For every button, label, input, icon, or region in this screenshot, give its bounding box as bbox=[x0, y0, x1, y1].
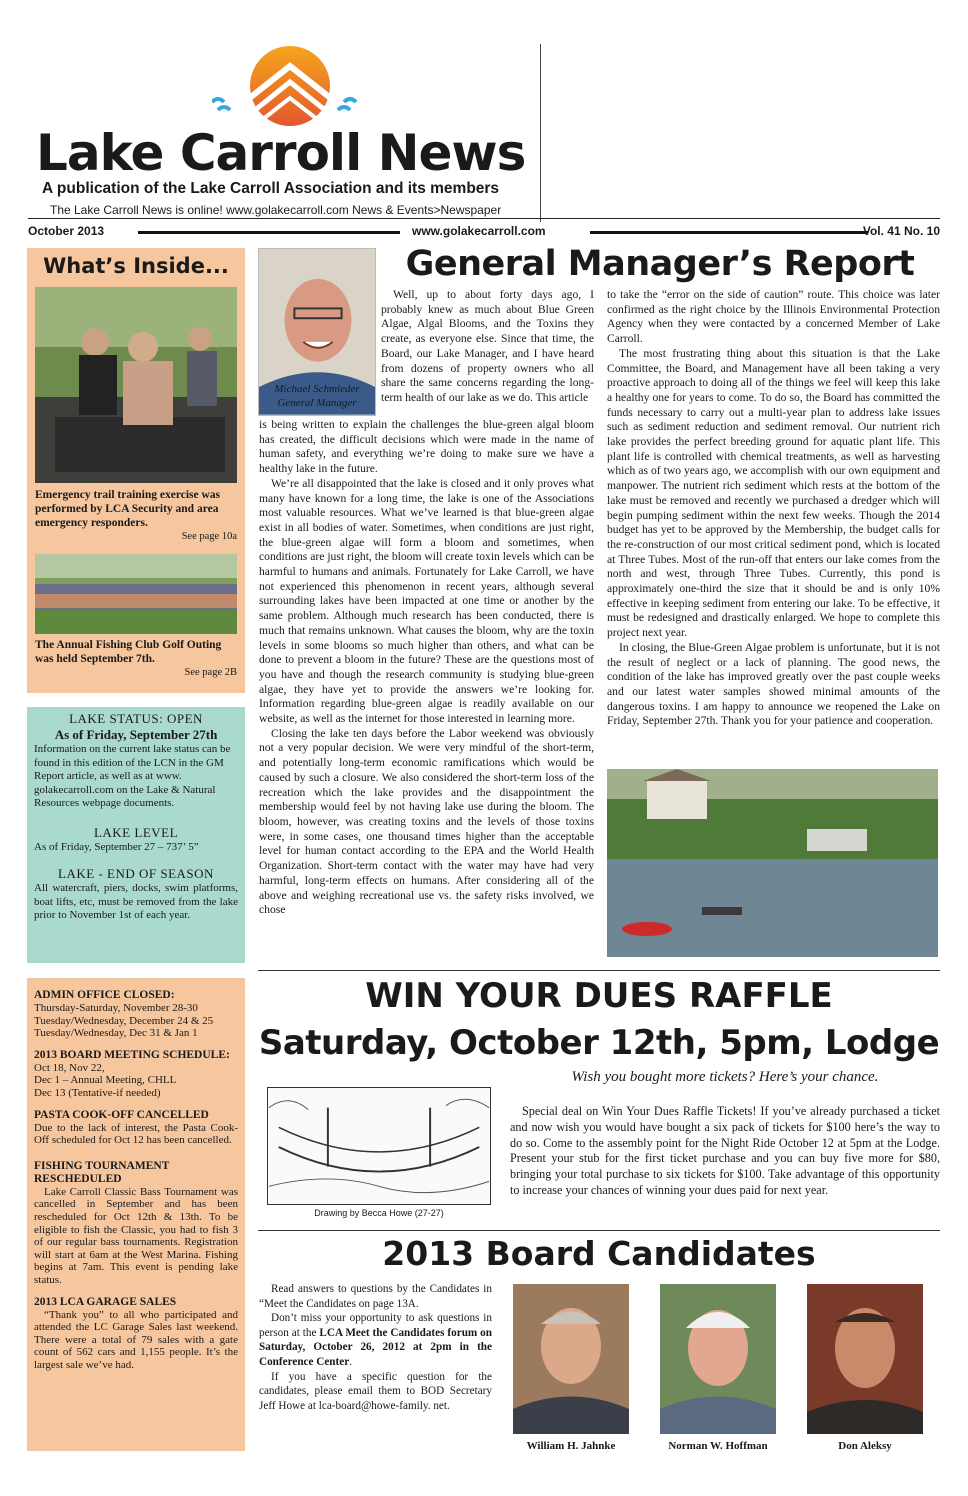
gm-paragraph: to take the “error on the side of caution” route. This choice was later confirmed as the right choice by the Illinois Environmental Protection Agency when they were contacted by a concerned Member of Lake Carroll. bbox=[607, 288, 940, 346]
gm-report-column bbox=[259, 418, 594, 918]
bridge-drawing bbox=[267, 1087, 491, 1205]
lake-carroll-logo bbox=[212, 44, 362, 130]
website-link[interactable]: www.golakecarroll.com bbox=[412, 224, 546, 238]
lake-status-heading: LAKE STATUS: OPEN bbox=[69, 711, 203, 726]
newspaper-title: Lake Carroll News bbox=[36, 124, 526, 182]
photo-caption: Emergency trail training exercise was performed by LCA Security and area emergency responders. bbox=[35, 489, 221, 529]
lake-boating-photo bbox=[607, 769, 938, 957]
board-candidates-headline: 2013 Board Candidates bbox=[382, 1234, 816, 1273]
section-rule bbox=[258, 970, 940, 971]
gm-paragraph: We’re all disappointed that the lake is closed and it only proves what many have known for a long time, the lake is one of the Associations most valuable resources. What we’ve learned is that blue-green algae exist in all bodies of water. Sometimes, when conditions are just right, the blue-green algae will form a bloom and sometimes, when conditions are just right, the bloom will create toxin levels which can be harmful to humans and animals. Fortunately for Lake Carroll, we have not experienced this phenomenon in recent years, although several surrounding lakes have been impacted at one time or another by the same problem. Although much research has been conducted, there is much that remains unknown. What causes the bloom, why are the toxin levels in some blooms so much higher than others, and what can be done to prevent a bloom in the future? These are the questions most of you have and though the research community is studying blue-green algae, they have yet to provide the answers we’re looking for. Information regarding blue-green algae is readily available on our website, as well as the internet for those interested in learning more. bbox=[259, 476, 594, 726]
gm-name: Michael Schmieder bbox=[274, 383, 360, 395]
golf-outing-photo bbox=[35, 554, 237, 634]
board-meeting-line: Dec 13 (Tentative-if needed) bbox=[34, 1086, 161, 1099]
candidate-photo bbox=[660, 1284, 776, 1434]
newspaper-subtitle: A publication of the Lake Carroll Association and its members bbox=[42, 180, 500, 197]
garage-sales-heading: 2013 LCA GARAGE SALES bbox=[34, 1295, 177, 1308]
candidate-name: Don Aleksy bbox=[838, 1440, 892, 1452]
lake-level-heading: LAKE LEVEL bbox=[93, 824, 179, 840]
pasta-text: Due to the lack of interest, the Pasta Cook-Off scheduled for Oct 12 has been cancelled. bbox=[34, 1121, 238, 1147]
candidate-name: Norman W. Hoffman bbox=[668, 1440, 768, 1452]
section-rule bbox=[258, 1230, 940, 1231]
dateline-bar bbox=[590, 231, 868, 234]
admin-closed-line: Thursday-Saturday, November 28-30 bbox=[34, 1002, 198, 1014]
gm-paragraph: The most frustrating thing about this situation is that the Lake Committee, the Board, and Management have all been taking a very proactive approach to doing all of the things we feel will keep this lake a healthy one for years to come. To do so, the Board has committed the funds necessary to carry out a multi-year plan to address lake issues such as sediment reduction and sediment removal. Our nutrient rich lake provides the perfect breeding ground for aquatic plant life. This plant life is controlled with chemical treatments, as well as harvesting which as of two years ago, we accomplish with our own equipment and manpower. The nutrient rich sediment which rests at the bottom of the lake must be removed and recently we purchased a dredger which will begin pumping sediment within the next few weeks. Though the 2014 budget has yet to be approved by the Membership, the budget calls for the re-construction of our most critical sediment pond, which is located at Three Tubes. Most of the run-off that enters our lake comes from the north and west, through Three Tubes. Currently, this pond is approximately one-third the size that it should be and is only 10% effective in keeping sediment from entering our lake. To be effective, it must be redesigned and drastically enlarged. We hope to complete this project next year. bbox=[607, 346, 940, 640]
pasta-heading: PASTA COOK-OFF CANCELLED bbox=[34, 1108, 209, 1121]
board-candidates-text bbox=[259, 1282, 492, 1413]
gm-paragraph: Well, up to about forty days ago, I probably knew as much about Blue Green Algae, Algal Blooms, and the Toxins they create, as everyone else. Since that time, the Board, our Lake Manager, and I have heard from dozens of property owners who all share the same concerns regarding the long-term health of our lake as we do. This article bbox=[381, 288, 594, 404]
gm-report-column bbox=[607, 288, 940, 729]
gm-paragraph: In closing, the Blue-Green Algae problem is unfortunate, but it is not the result of neglect or a lack of planning. The good news, the condition of the lake has improved greatly over the past couple weeks and our latest water samples showed minimal amounts of the dangerous toxins. I am happy to announce we reopened the Lake on Friday, September 27th. Thank you for your patience and cooperation. bbox=[607, 640, 940, 728]
masthead-rule bbox=[28, 218, 940, 219]
gm-report-column bbox=[381, 288, 594, 406]
end-of-season-heading: LAKE - END OF SEASON bbox=[58, 866, 214, 881]
admin-closed-line: Tuesday/Wednesday, Dec 31 & Jan 1 bbox=[34, 1027, 198, 1040]
masthead-divider bbox=[540, 44, 541, 222]
board-paragraph-text: Don’t miss your opportunity to ask questions in person at the bbox=[259, 1312, 492, 1339]
end-of-season-text: All watercraft, piers, docks, swim platforms, boat lifts, etc, must be removed from the lake prior to November 1st of each year. bbox=[34, 882, 238, 921]
fishing-text: Lake Carroll Classic Bass Tournament was cancelled in September and has been rescheduled for Oct 12th & 13th. To be eligible to fish the Classic, you had to fish 3 of our regular bass tournaments. Registration will start at 6am at the West Marina. Fishing begins at 7am. This event is pending lake status. bbox=[34, 1185, 238, 1286]
whats-inside-title: What’s Inside... bbox=[43, 254, 229, 278]
lake-status-text: Information on the current lake status can be found in this edition of the LCN in the GM Report article, as well as at www. golakecarroll.com on the Lake & Natural Resources webpage documents. bbox=[34, 743, 231, 809]
volume-number: Vol. 41 No. 10 bbox=[862, 224, 940, 238]
forum-details: LCA Meet the Candidates forum on Saturday, October 26, 2012 at 2pm in the Conference Center bbox=[259, 1326, 492, 1368]
gm-report-headline: General Manager’s Report bbox=[405, 244, 915, 284]
lake-level-text: As of Friday, September 27 – 737’ 5” bbox=[34, 840, 199, 853]
gm-photo-caption bbox=[258, 382, 376, 410]
board-paragraph bbox=[259, 1311, 492, 1369]
gm-paragraph: is being written to explain the challenges the blue-green algal bloom has created, the difficult decisions which were made in the name of human safety, and everything we’re doing to make sure we have a healthy lake in the future. bbox=[259, 418, 594, 476]
garage-sales-text: “Thank you” to all who participated and attended the LC Garage Sales last weekend. There were a total of 79 sales with a gate count of 562 cars and 1,155 people. It’s the largest sale we’ve had. bbox=[34, 1308, 238, 1371]
board-meeting-heading: 2013 BOARD MEETING SCHEDULE: bbox=[34, 1048, 230, 1061]
gm-title: General Manager bbox=[277, 397, 357, 409]
issue-date: October 2013 bbox=[28, 224, 105, 238]
candidate-photo bbox=[513, 1284, 629, 1434]
admin-closed-heading: ADMIN OFFICE CLOSED: bbox=[34, 989, 175, 1001]
board-paragraph-text: . bbox=[349, 1355, 352, 1368]
raffle-text: Special deal on Win Your Dues Raffle Tickets! If you’ve already purchased a ticket and now wish you would have bought a six pack of tickets for $100 here’s the way to do so. Come to the assembly point for the Night Ride October 12 at 5pm at the Lodge. Present your stub for the first ticket purchase and you can buy five more for $80, bringing your total purchase to six tickets for $100. Take advantage of this opportunity to increase your chances of winning your dues paid for next year. bbox=[510, 1104, 940, 1197]
dateline-bar bbox=[138, 231, 400, 234]
lake-status-box bbox=[27, 707, 245, 963]
photo-caption: The Annual Fishing Club Golf Outing was held September 7th. bbox=[35, 639, 222, 665]
fishing-heading: FISHING TOURNAMENT RESCHEDULED bbox=[34, 1159, 170, 1185]
raffle-tagline: Wish you bought more tickets? Here’s your chance. bbox=[571, 1069, 879, 1085]
candidate-photo bbox=[807, 1284, 923, 1434]
notices-box bbox=[27, 978, 245, 1451]
see-page-link[interactable]: See page 2B bbox=[184, 667, 237, 678]
see-page-link[interactable]: See page 10a bbox=[181, 531, 237, 542]
board-paragraph: If you have a specific question for the candidates, please email them to BOD Secretary Jeff Howe at lca-board@howe-family. net. bbox=[259, 1370, 492, 1412]
online-notice: The Lake Carroll News is online! www.golakecarroll.com News & Events>Newspaper bbox=[50, 203, 502, 217]
raffle-subheadline: Saturday, October 12th, 5pm, Lodge bbox=[258, 1023, 940, 1063]
board-paragraph: Read answers to questions by the Candidates in “Meet the Candidates on page 13A. bbox=[259, 1283, 492, 1310]
lake-status-date: As of Friday, September 27th bbox=[54, 727, 218, 742]
raffle-headline: WIN YOUR DUES RAFFLE bbox=[365, 976, 833, 1016]
board-meeting-line: Dec 1 – Annual Meeting, CHLL bbox=[34, 1074, 177, 1087]
gm-paragraph: Closing the lake ten days before the Labor weekend was obviously not a very popular decision. We were very mindful of the short-term, and potentially long-term economic ramifications which would be caused by such a closure. We also considered the short-term loss of the recreation which the lake provides and the disappointment the membership would feel by not having lake use during the bloom. The bloom, however, was creating toxins and the levels of those toxins were, in some cases, one thousand times higher than the acceptable level for human contact according to the EPA and the World Health Organization. Short-term contact with the water may have had very harmful, long-term effects on humans. After considering all of the above and weighing recreational use vs. the safety risks involved, we chose bbox=[259, 726, 594, 917]
dateline bbox=[28, 224, 940, 240]
drawing-credit: Drawing by Becca Howe (27-27) bbox=[314, 1208, 444, 1218]
emergency-training-photo bbox=[35, 287, 237, 483]
whats-inside-box bbox=[27, 248, 245, 693]
candidate-name: William H. Jahnke bbox=[526, 1440, 616, 1452]
admin-closed-line: Tuesday/Wednesday, December 24 & 25 bbox=[34, 1014, 214, 1027]
board-meeting-line: Oct 18, Nov 22, bbox=[34, 1061, 105, 1074]
